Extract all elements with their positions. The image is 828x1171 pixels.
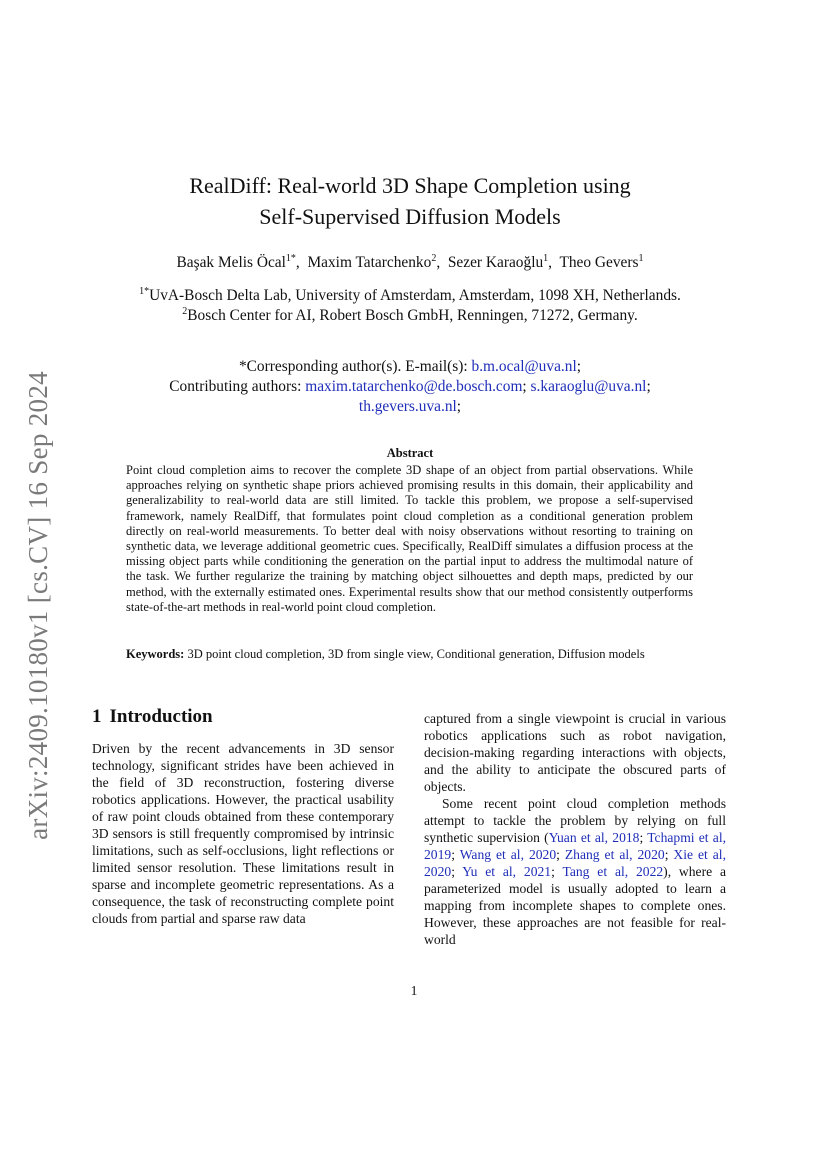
keywords	[126, 647, 693, 662]
arxiv-identifier: arXiv:2409.10180v1 [cs.CV] 16 Sep 2024	[22, 370, 53, 840]
email-link[interactable]: th.gevers.uva.nl	[358, 398, 457, 415]
paper-title	[120, 170, 700, 232]
keywords-text: 3D point cloud completion, 3D from single view, Conditional generation, Diffusion models	[187, 647, 645, 661]
citation-link[interactable]: Yuan et al, 2018	[548, 830, 640, 845]
section-heading	[92, 706, 394, 728]
contributing-label: Contributing authors:	[169, 378, 302, 395]
citation-link[interactable]: Tang et al, 2022	[562, 864, 664, 879]
intro-paragraph-2: Some recent point cloud completion methods attempt to tackle the problem by relying on full synthetic supervision (Yuan et al, 2018; Tchapmi et al, 2019; Wang et al, 2020; Zhang et al, 2020; Xie et al, 2020; Yu et al, 2021; Tang et al, 2022), where a parameterized model is usually adopted to learn a mapping from incomplete shapes to complete ones. However, these approaches are not feasible for real-world	[424, 796, 727, 947]
author-name: Başak Melis Öcal	[176, 254, 286, 271]
title-line-2: Self-Supervised Diffusion Models	[259, 204, 561, 229]
intro-paragraph-continued: captured from a single viewpoint is crucial in various robotics applications such as robot navigation, decision-making regarding interactions with objects, and the ability to anticipate the obscured parts of objects.	[424, 711, 726, 794]
abstract-heading: Abstract	[386, 446, 434, 460]
keywords-label: Keywords:	[126, 647, 185, 661]
abstract-text: Point cloud completion aims to recover the complete 3D shape of an object from partial observations. While approaches relying on synthetic shape priors achieved promising results in this domain, their applicability and generalizability to real-world data are still limited. To tackle this problem, we propose a self-supervised framework, namely RealDiff, that formulates point cloud completion as a conditional generation problem directly on real-world measurements. To better deal with noisy observations without resorting to training on synthetic data, we leverage additional geometric cues. Specifically, RealDiff simulates a diffusion process at the missing object parts while conditioning the generation on the partial input to address the multimodal nature of the task. We further regularize the training by matching object silhouettes and depth maps, predicted by our method, with the externally estimated ones. Experimental results show that our method consistently outperforms state-of-the-art methods in real-world point cloud completion.	[126, 463, 693, 614]
corresponding-label: *Corresponding author(s). E-mail(s):	[238, 358, 468, 375]
author-list: Başak Melis Öcal$^{1*}$, Maxim Tatarchenko$^2$, Sezer Karaoğlu$^1$, Theo Gevers$^1$	[176, 252, 644, 271]
author-name: Maxim Tatarchenko	[307, 254, 432, 271]
citation-link[interactable]: Tchapmi et al, 2019	[424, 830, 726, 862]
email-link[interactable]: b.m.ocal@uva.nl	[471, 358, 577, 375]
email-link[interactable]: maxim.tatarchenko@de.bosch.com	[305, 378, 523, 395]
affiliation-2: $^2$Bosch Center for AI, Robert Bosch GmbH, Renningen, 71272, Germany.	[182, 305, 638, 324]
intro-paragraph: Driven by the recent advancements in 3D sensor technology, significant strides have been achieved in the field of 3D reconstruction, fostering diverse robotics applications. However, the practical usability of raw point clouds obtained from these contemporary 3D sensors is still frequently compromised by intrinsic limitations, such as self-occlusions, light reflections or limited sensor resolution. These limitations result in sparse and incomplete geometric representations. As a consequence, the task of reconstructing complete point clouds from partial and sparse raw data	[92, 741, 394, 926]
affiliations	[80, 286, 740, 326]
email-link[interactable]: s.karaoglu@uva.nl	[530, 378, 647, 395]
author-name: Sezer Karaoğlu	[447, 254, 544, 271]
citation-link[interactable]: Xie et al, 2020	[424, 847, 726, 879]
section-number: 1	[92, 706, 102, 727]
citation-link[interactable]: Zhang et al, 2020	[564, 847, 665, 862]
page-number: 1	[410, 983, 418, 998]
contact-info: *Corresponding author(s). E-mail(s): b.m.ocal@uva.nl; Contributing authors: maxim.tatarchenko@de.bosch.com; s.karaoglu@uva.nl; th.gevers.uva.nl;	[169, 358, 651, 415]
left-column	[92, 706, 394, 927]
right-column	[424, 710, 726, 948]
citation-link[interactable]: Wang et al, 2020	[459, 847, 557, 862]
affiliation-1: $^{1*}$UvA-Bosch Delta Lab, University of Amsterdam, Amsterdam, 1098 XH, Netherlands.	[139, 285, 681, 304]
section-title: Introduction	[109, 706, 213, 727]
title-line-1: RealDiff: Real-world 3D Shape Completion using	[189, 173, 631, 198]
citation-link[interactable]: Yu et al, 2021	[462, 864, 552, 879]
author-name: Theo Gevers	[559, 254, 639, 271]
